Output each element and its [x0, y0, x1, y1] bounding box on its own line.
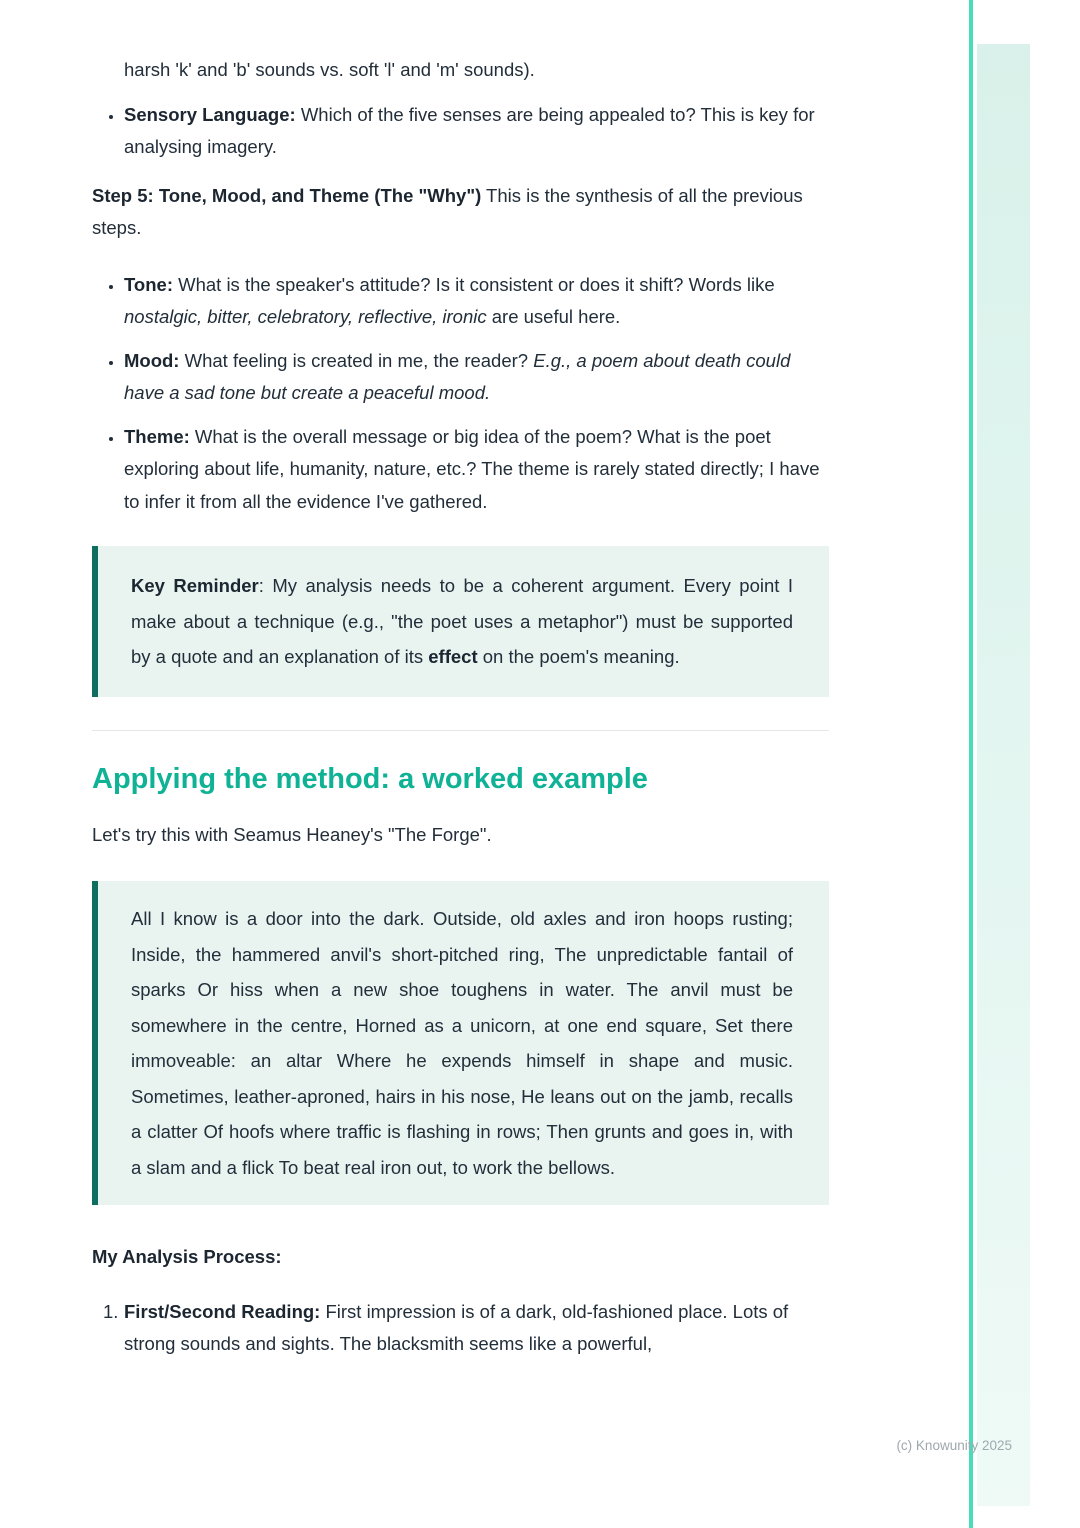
analysis-numbered-list [92, 1296, 829, 1361]
key-reminder-label: Key Reminder [131, 575, 259, 596]
bullet-italic-text: nostalgic, bitter, celebratory, reflective, ironic [124, 306, 487, 327]
step5-label: Step 5: Tone, Mood, and Theme (The "Why") [92, 184, 482, 206]
section-heading: Applying the method: a worked example [92, 762, 648, 795]
bullet-text: What is the overall message or big idea of the poem? What is the poet exploring about life, humanity, nature, etc.? The theme is rarely stated directly; I have to infer it from all the evidence I've gathered. [124, 425, 820, 512]
document-content [92, 54, 829, 1361]
key-reminder-callout [92, 546, 829, 697]
copyright-footer: (c) Knowunity 2025 [896, 1438, 1012, 1453]
poem-quote-callout [92, 881, 829, 1205]
bullet-italic-text: E.g., a poem about death could have a sad tone but create a peaceful mood. [124, 349, 791, 403]
key-reminder-emphasis: effect [428, 646, 478, 667]
numbered-item-body [124, 1296, 829, 1361]
poem-text: All I know is a door into the dark. Outside, old axles and iron hoops rusting; Inside, the hammered anvil's short-pitched ring, The unpredictable fantail of sparks Or hiss when a new shoe toughens in water. The anvil must be somewhere in the centre, Horned as a unicorn, at one end square, Set there immoveable: an altar Where he expends himself in shape and music. Sometimes, leather-aproned, hairs in his nose, He leans out on the jamb, recalls a clatter Of hoofs where traffic is flashing in rows; Then grunts and goes in, with a slam and a flick To beat real iron out, to work the bellows. [131, 908, 793, 1178]
senses-bullet-list [92, 99, 829, 164]
carryover-text: harsh 'k' and 'b' sounds vs. soft 'l' and 'm' sounds). [124, 59, 535, 80]
bullet-text: Which of the five senses are being appealed to? This is key for analysing imagery. [124, 103, 815, 157]
key-reminder-paragraph [131, 568, 793, 675]
bullet-label: Mood: [124, 349, 180, 371]
bullet-label: Sensory Language: [124, 103, 296, 125]
list-item-tone [124, 269, 829, 334]
list-item-mood [124, 345, 829, 410]
numbered-list-item [103, 1296, 829, 1361]
key-reminder-text: : My analysis needs to be a coherent argument. Every point I make about a technique (e.g., "the poet uses a metaphor") must be supported by a quote and an explanation of its [131, 575, 793, 667]
bullet-text: What is the speaker's attitude? Is it consistent or does it shift? Words like [172, 273, 775, 295]
numbered-item-label: First/Second Reading: [124, 1300, 321, 1322]
bullet-label: Theme: [124, 425, 190, 447]
bullet-text: are useful here. [486, 306, 621, 327]
list-item-theme [124, 421, 829, 519]
numbered-item-text: First impression is of a dark, old-fashioned place. Lots of strong sounds and sights. The blacksmith seems like a powerful, [124, 1300, 789, 1354]
edge-accent-line [969, 0, 973, 1528]
edge-gradient-bar [977, 44, 1030, 1506]
intro-paragraph: Let's try this with Seamus Heaney's "The Forge". [92, 823, 492, 845]
bullet-label: Tone: [124, 273, 173, 295]
list-number: 1. [103, 1300, 119, 1322]
list-item-sensory-language [124, 99, 829, 164]
key-reminder-text: on the poem's meaning. [477, 646, 680, 667]
tone-mood-theme-bullet-list [92, 269, 829, 519]
step5-text: This is the synthesis of all the previous steps. [92, 184, 803, 238]
analysis-process-heading: My Analysis Process: [92, 1246, 282, 1267]
step5-paragraph [92, 180, 829, 245]
section-divider [92, 730, 829, 731]
bullet-text: What feeling is created in me, the reader? [179, 349, 534, 371]
